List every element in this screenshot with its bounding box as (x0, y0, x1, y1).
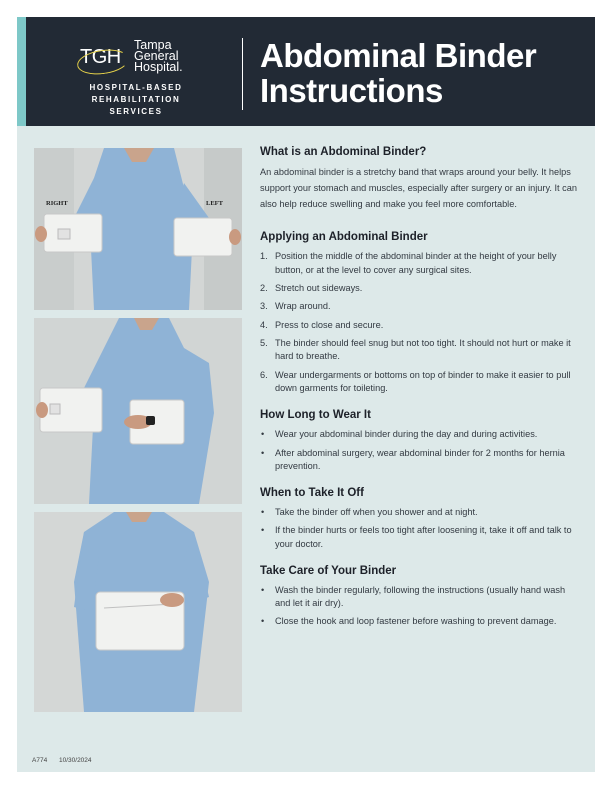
bullet-icon: • (261, 429, 265, 440)
how-long-list (260, 428, 582, 473)
step-text: Stretch out sideways. (275, 282, 363, 293)
title-line: Instructions (260, 72, 443, 109)
bullet-icon: • (261, 506, 265, 517)
list-item (260, 282, 582, 295)
step-number: 1. (260, 251, 268, 262)
document-code: A774 (32, 757, 48, 764)
step-text: Position the middle of the abdominal binder at the height of your belly button, or at the level to cover any surgical sites. (275, 251, 557, 275)
step-number: 2. (260, 282, 268, 293)
section-when-off (260, 487, 582, 551)
title-line: Abdominal Binder (260, 37, 537, 74)
list-item (260, 524, 582, 550)
list-item (260, 447, 582, 473)
tgh-logo (80, 40, 190, 76)
photo-binder-secured (34, 512, 242, 712)
section-what-is (260, 146, 582, 212)
tagline-line: HOSPITAL-BASED (89, 83, 183, 92)
step-number: 5. (260, 338, 268, 349)
bullet-icon: • (261, 584, 265, 595)
section-heading: What is an Abdominal Binder? (260, 146, 427, 158)
step-text: The binder should feel snug but not too tight. It should not hurt or make it hard to breathe. (275, 338, 571, 362)
care-list (260, 584, 582, 629)
list-item (260, 250, 582, 276)
bullet-text: Wear your abdominal binder during the day and during activities. (275, 429, 538, 440)
header-divider (242, 38, 243, 110)
logo-mark-text: TGH (80, 46, 121, 68)
section-heading: Take Care of Your Binder (260, 564, 397, 577)
logo-name-line: General (134, 49, 179, 63)
applying-steps-list (260, 250, 582, 395)
step-text: Press to close and secure. (275, 319, 384, 330)
step-number: 3. (260, 301, 268, 312)
instructions-content (260, 146, 582, 648)
header-accent-bar (17, 17, 26, 126)
list-item (260, 369, 582, 395)
bullet-text: After abdominal surgery, wear abdominal binder for 2 months for hernia prevention. (275, 447, 565, 471)
photo-binder-wrapping (34, 318, 242, 504)
bullet-text: Take the binder off when you shower and at night. (275, 506, 478, 517)
footer (32, 757, 102, 764)
list-item (260, 300, 582, 313)
photo-binder-stretched (34, 148, 242, 310)
bullet-icon: • (261, 616, 265, 627)
section-heading: When to Take It Off (260, 486, 364, 499)
logo-mark (80, 46, 121, 69)
label-right: RIGHT (46, 200, 68, 207)
tagline-line: REHABILITATION SERVICES (91, 95, 181, 116)
list-item (260, 428, 582, 441)
list-item (260, 337, 582, 363)
bullet-text: If the binder hurts or feels too tight after loosening it, take it off and talk to your doctor. (275, 525, 572, 549)
section-how-long (260, 409, 582, 473)
document-date: 10/30/2024 (59, 757, 92, 764)
list-item (260, 615, 582, 628)
logo-name-line: Tampa (134, 38, 172, 52)
step-number: 6. (260, 369, 268, 380)
section-applying (260, 231, 582, 395)
section-body: An abdominal binder is a stretchy band that wraps around your belly. It helps support your stomach and muscles, especially after surgery or an injury. It can also help reduce swelling and make you feel more comfortable. (260, 167, 577, 209)
bullet-icon: • (261, 525, 265, 536)
bullet-icon: • (261, 447, 265, 458)
step-text: Wrap around. (275, 301, 331, 312)
bullet-text: Wash the binder regularly, following the instructions (usually hand wash and let it air dry). (275, 584, 566, 608)
logo-name (134, 40, 183, 73)
when-off-list (260, 506, 582, 551)
bullet-text: Close the hook and loop fastener before washing to prevent damage. (275, 616, 557, 627)
step-number: 4. (260, 319, 268, 330)
list-item (260, 584, 582, 610)
list-item (260, 319, 582, 332)
page-title (260, 38, 536, 108)
department-tagline (64, 82, 208, 118)
section-heading: Applying an Abdominal Binder (260, 231, 428, 244)
label-left: LEFT (206, 200, 223, 207)
step-text: Wear undergarments or bottoms on top of binder to make it easier to pull down garments for toileting. (275, 369, 571, 393)
logo-name-line: Hospital. (134, 60, 183, 74)
list-item (260, 506, 582, 519)
section-heading: How Long to Wear It (260, 409, 371, 422)
section-care (260, 565, 582, 629)
